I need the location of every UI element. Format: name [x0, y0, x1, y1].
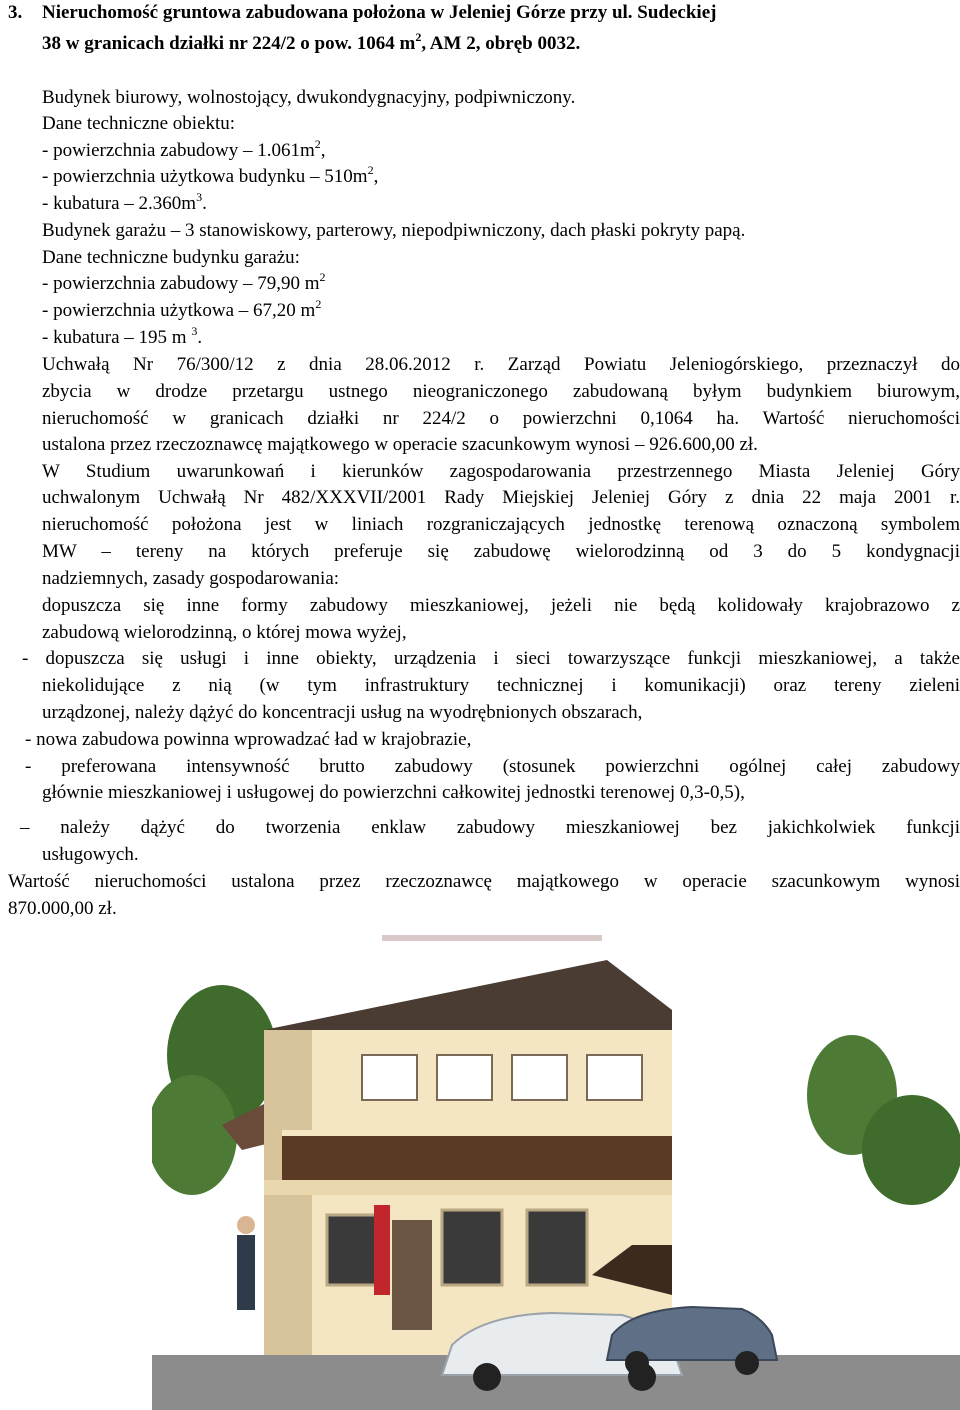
item-title-line1: Nieruchomość gruntowa zabudowana położona w Jeleniej Górze przy ul. Sudeckiej	[42, 2, 717, 23]
valuation-line-2: 870.000,00 zł.	[8, 898, 117, 919]
office-description: Budynek biurowy, wolnostojący, dwukondygnacyjny, podpiwniczony.	[42, 87, 576, 108]
building-side-shade	[264, 1030, 312, 1405]
study-line-2: uchwalonym Uchwałą Nr 482/XXXVII/2001 Rady Miejskiej Jeleniej Góry z dnia 22 maja 2001 r.	[42, 487, 960, 508]
study-line-15: usługowych.	[42, 844, 139, 865]
pedestrian	[237, 1235, 255, 1310]
balcony	[282, 1130, 672, 1180]
blue-car-wheel-front	[625, 1351, 649, 1375]
garage-bullet-built-area: - powierzchnia zabudowy – 79,90 $m^2$	[42, 270, 326, 294]
study-line-5: nadziemnych, zasady gospodarowania:	[42, 568, 340, 589]
valuation-line-1: Wartość nieruchomości ustalona przez rzeczoznawcę majątkowego w operacie szacunkowym wynosi	[8, 871, 960, 892]
upper-window-3	[512, 1055, 567, 1100]
upper-window-1	[362, 1055, 417, 1100]
resolution-line-4: ustalona przez rzeczoznawcę majątkowego w operacie szacunkowym wynosi – 926.600,00 zł.	[42, 434, 758, 455]
office-bullet-volume: - kubatura – $2.360m^3$.	[42, 190, 207, 214]
study-line-7: zabudową wielorodzinną, o której mowa wyżej,	[42, 622, 407, 643]
balcony-rail	[282, 1130, 672, 1136]
study-line-9: niekolidujące z nią (w tym infrastruktury technicznej i komunikacji) oraz tereny zieleni	[42, 675, 960, 696]
study-line-13: głównie mieszkaniowej i usługowej do powierzchni całkowitej jednostki terenowej 0,3-0,5),	[42, 782, 745, 803]
office-bullet-usable-area: - powierzchnia użytkowa budynku – $510m^2$,	[42, 163, 379, 187]
blue-car-wheel-rear	[735, 1351, 759, 1375]
study-line-1: W Studium uwarunkowań i kierunków zagospodarowania przestrzennego Miasta Jeleniej Góry	[42, 461, 960, 482]
study-line-10: urządzonej, należy dążyć do koncentracji usług na wyodrębnionych obszarach,	[42, 702, 643, 723]
tree-right-far	[862, 1095, 960, 1205]
ground-window-1	[327, 1215, 382, 1285]
garage-bullet-usable-area: - powierzchnia użytkowa – 67,20 $m^2$	[42, 297, 322, 321]
upper-window-2	[437, 1055, 492, 1100]
pedestrian-head	[237, 1216, 255, 1234]
ground-window-3	[527, 1210, 587, 1285]
item-number: 3.	[8, 2, 23, 23]
study-line-3: nieruchomość położona jest w liniach rozgraniczających jednostkę terenową oznaczoną symbolem	[42, 514, 960, 535]
photo-caption-strip	[382, 935, 602, 941]
garage-description: Budynek garażu – 3 stanowiskowy, parterowy, niepodpiwniczony, dach płaski pokryty papą.	[42, 220, 746, 241]
resolution-line-2: zbycia w drodze przetargu ustnego nieograniczonego zabudowaną byłym budynkiem biurowym,	[42, 381, 960, 402]
garage-bullet-volume: - kubatura – 195 m $^3$.	[42, 324, 203, 348]
entrance-door	[392, 1220, 432, 1330]
study-line-14: – należy dążyć do tworzenia enklaw zabudowy mieszkaniowej bez jakichkolwiek funkcji	[20, 817, 960, 838]
white-car-wheel-front	[473, 1363, 501, 1391]
building-photo	[152, 935, 960, 1410]
study-line-8: - dopuszcza się usługi i inne obiekty, urządzenia i sieci towarzyszące funkcji mieszkaniowej, a także	[22, 648, 960, 669]
facade-band	[264, 1180, 672, 1195]
office-bullet-built-area: - powierzchnia zabudowy – $1.061m^2$,	[42, 137, 326, 161]
garage-tech-header: Dane techniczne budynku garażu:	[42, 247, 300, 268]
red-sign-board	[374, 1205, 390, 1295]
item-title-line2: 38 w granicach działki nr 224/2 o pow. 1064 $m^2$, AM 2, obręb 0032.	[42, 30, 581, 54]
office-tech-header: Dane techniczne obiektu:	[42, 113, 236, 134]
resolution-line-3: nieruchomość w granicach działki nr 224/2 o powierzchni 0,1064 ha. Wartość nieruchomości	[42, 408, 960, 429]
study-line-4: MW – tereny na których preferuje się zabudowę wielorodzinną od 3 do 5 kondygnacji	[42, 541, 960, 562]
upper-window-4	[587, 1055, 642, 1100]
resolution-line-1: Uchwałą Nr 76/300/12 z dnia 28.06.2012 r. Zarząd Powiatu Jeleniogórskiego, przeznaczył do	[42, 354, 960, 375]
study-line-11: - nowa zabudowa powinna wprowadzać ład w krajobrazie,	[25, 729, 472, 750]
study-line-12: - preferowana intensywność brutto zabudowy (stosunek powierzchni ogólnej całej zabudowy	[25, 756, 960, 777]
study-line-6: dopuszcza się inne formy zabudowy mieszkaniowej, jeżeli nie będą kolidowały krajobrazowo z	[42, 595, 960, 616]
ground-window-2	[442, 1210, 502, 1285]
